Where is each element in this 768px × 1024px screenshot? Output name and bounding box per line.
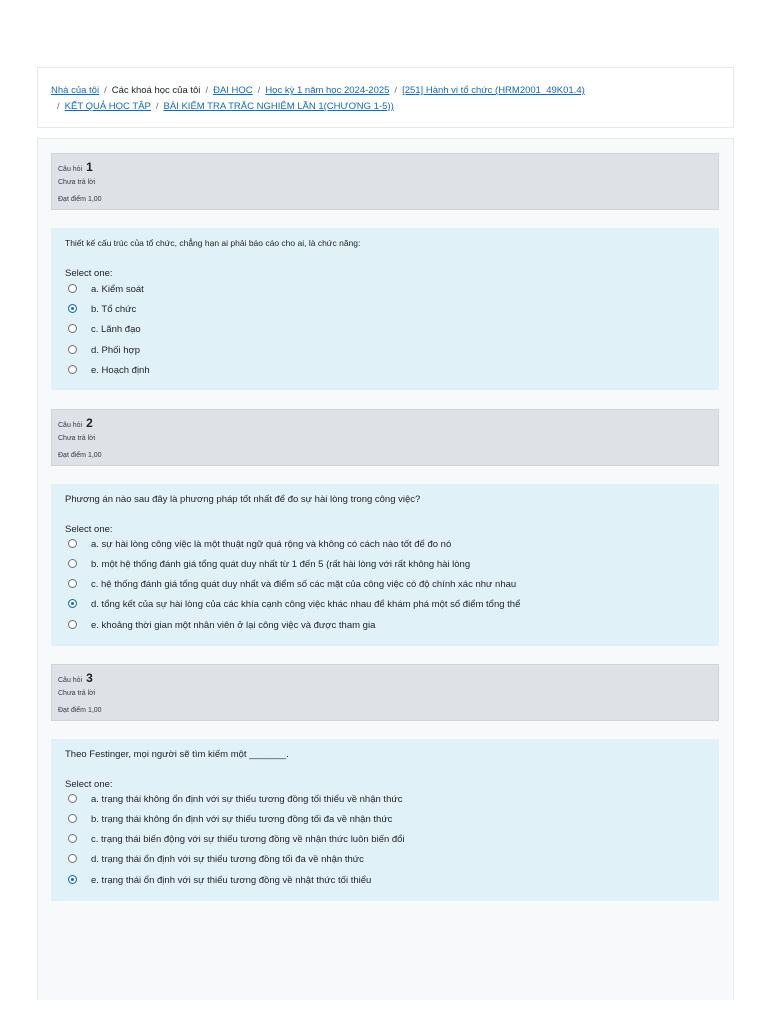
answer-option[interactable]	[68, 619, 375, 633]
radio-button-selected[interactable]	[68, 304, 77, 313]
breadcrumb-my-courses: Các khoá học của tôi	[111, 85, 201, 96]
question-text: Theo Festinger, mọi người sẽ tìm kiếm một _______.	[65, 749, 289, 760]
question-state: Chưa trả lời	[58, 179, 96, 186]
breadcrumb-separator: /	[57, 101, 60, 112]
answer-option[interactable]	[68, 793, 402, 807]
question-label: Câu hỏi	[58, 677, 83, 684]
question-2-formulation	[51, 484, 719, 646]
answer-option-label: e. Hoạch định	[91, 365, 150, 376]
breadcrumb-results-link[interactable]: KẾT QUẢ HỌC TẬP	[64, 101, 151, 112]
answer-option-label: b. một hệ thống đánh giá tổng quát duy nhất từ 1 đến 5 (rất hài lòng với rất không hài lòng	[91, 559, 471, 570]
radio-button[interactable]	[68, 834, 77, 843]
question-grade: Đạt điểm 1,00	[58, 707, 102, 714]
question-text: Phương án nào sau đây là phương pháp tốt nhất để đo sự hài lòng trong công việc?	[65, 494, 421, 505]
select-one-label: Select one:	[65, 268, 113, 279]
breadcrumb-separator: /	[257, 85, 261, 96]
radio-button-selected[interactable]	[68, 599, 77, 608]
answer-option-label: a. trạng thái không ổn định với sự thiếu tương đồng tối thiểu về nhận thức	[91, 794, 403, 805]
answer-option[interactable]	[68, 598, 520, 612]
breadcrumb-university-link[interactable]: ĐẠI HỌC	[213, 85, 253, 96]
breadcrumb-line-1	[51, 85, 585, 97]
answer-option-label: a. Kiểm soát	[91, 284, 144, 295]
answer-option-label: c. hệ thống đánh giá tổng quát duy nhất và điểm số các mặt của công việc có độ chính xác như nhau	[91, 579, 517, 590]
breadcrumb-separator: /	[394, 85, 398, 96]
question-label: Câu hỏi	[58, 422, 83, 429]
question-state: Chưa trả lời	[58, 690, 96, 697]
answer-option[interactable]	[68, 578, 516, 592]
select-one-label: Select one:	[65, 524, 113, 535]
question-1-info	[51, 153, 719, 210]
answer-option[interactable]	[68, 323, 141, 337]
answer-option[interactable]	[68, 364, 150, 378]
radio-button[interactable]	[68, 814, 77, 823]
radio-button[interactable]	[68, 539, 77, 548]
question-number	[58, 416, 93, 430]
radio-button[interactable]	[68, 324, 77, 333]
radio-button[interactable]	[68, 794, 77, 803]
breadcrumb	[37, 67, 734, 128]
answer-option-label: e. khoảng thời gian một nhân viên ở lại công việc và được tham gia	[91, 620, 376, 631]
question-state: Chưa trả lời	[58, 435, 96, 442]
question-number	[58, 671, 93, 685]
breadcrumb-semester-link[interactable]: Học kỳ 1 năm học 2024-2025	[265, 85, 390, 96]
answer-option-label: a. sự hài lòng công việc là một thuật ngữ quá rộng và không có cách nào tốt để đo nó	[91, 539, 452, 550]
radio-button[interactable]	[68, 284, 77, 293]
question-number-value: 2	[86, 416, 93, 430]
answer-option[interactable]	[68, 833, 405, 847]
answer-option[interactable]	[68, 853, 364, 867]
select-one-label: Select one:	[65, 779, 113, 790]
question-3-formulation	[51, 739, 719, 901]
answer-option-label: b. trạng thái không ổn định với sự thiếu tương đồng tối đa về nhận thức	[91, 814, 393, 825]
question-grade: Đạt điểm 1,00	[58, 452, 102, 459]
breadcrumb-separator: /	[205, 85, 209, 96]
radio-button[interactable]	[68, 579, 77, 588]
answer-option-label: c. trạng thái biến động với sự thiếu tương đồng về nhận thức luôn biến đổi	[91, 834, 405, 845]
breadcrumb-course-link[interactable]: [251] Hành vi tổ chức (HRM2001_49K01.4)	[402, 85, 585, 96]
answer-option-label: b. Tổ chức	[91, 304, 137, 315]
answer-option[interactable]	[68, 813, 392, 827]
answer-option[interactable]	[68, 558, 470, 572]
answer-option-label: d. tổng kết của sự hài lòng của các khía cạnh công việc khác nhau để khám phá một số điểm tổng thể	[91, 599, 521, 610]
answer-option-label: d. trạng thái ổn định với sự thiếu tương đồng tối đa về nhận thức	[91, 854, 364, 865]
breadcrumb-quiz-link[interactable]: BÀI KIỂM TRA TRẮC NGHIỆM LẦN 1(CHƯƠNG 1-5))	[163, 101, 394, 112]
answer-option[interactable]	[68, 874, 371, 888]
answer-option[interactable]	[68, 344, 140, 358]
answer-option[interactable]	[68, 538, 451, 552]
question-label: Câu hỏi	[58, 166, 83, 173]
question-number-value: 3	[86, 671, 93, 685]
radio-button[interactable]	[68, 559, 77, 568]
answer-option[interactable]	[68, 303, 136, 317]
radio-button[interactable]	[68, 854, 77, 863]
radio-button-selected[interactable]	[68, 875, 77, 884]
breadcrumb-separator: /	[155, 101, 159, 112]
answer-option-label: e. trạng thái ổn định với sự thiếu tương đồng về nhật thức tối thiểu	[91, 875, 372, 886]
question-1-formulation	[51, 228, 719, 390]
breadcrumb-line-2	[57, 101, 394, 113]
answer-option-label: c. Lãnh đạo	[91, 324, 141, 335]
question-3-info	[51, 664, 719, 721]
radio-button[interactable]	[68, 620, 77, 629]
question-text: Thiết kế cấu trúc của tổ chức, chẳng hạn ai phải báo cáo cho ai, là chức năng:	[65, 238, 361, 248]
breadcrumb-home-link[interactable]: Nhà của tôi	[51, 85, 100, 96]
breadcrumb-separator: /	[104, 85, 107, 96]
answer-option[interactable]	[68, 283, 144, 297]
radio-button[interactable]	[68, 345, 77, 354]
question-grade: Đạt điểm 1,00	[58, 196, 102, 203]
question-number-value: 1	[86, 160, 93, 174]
radio-button[interactable]	[68, 365, 77, 374]
question-number	[58, 160, 93, 174]
answer-option-label: d. Phối hợp	[91, 345, 141, 356]
question-2-info	[51, 409, 719, 466]
